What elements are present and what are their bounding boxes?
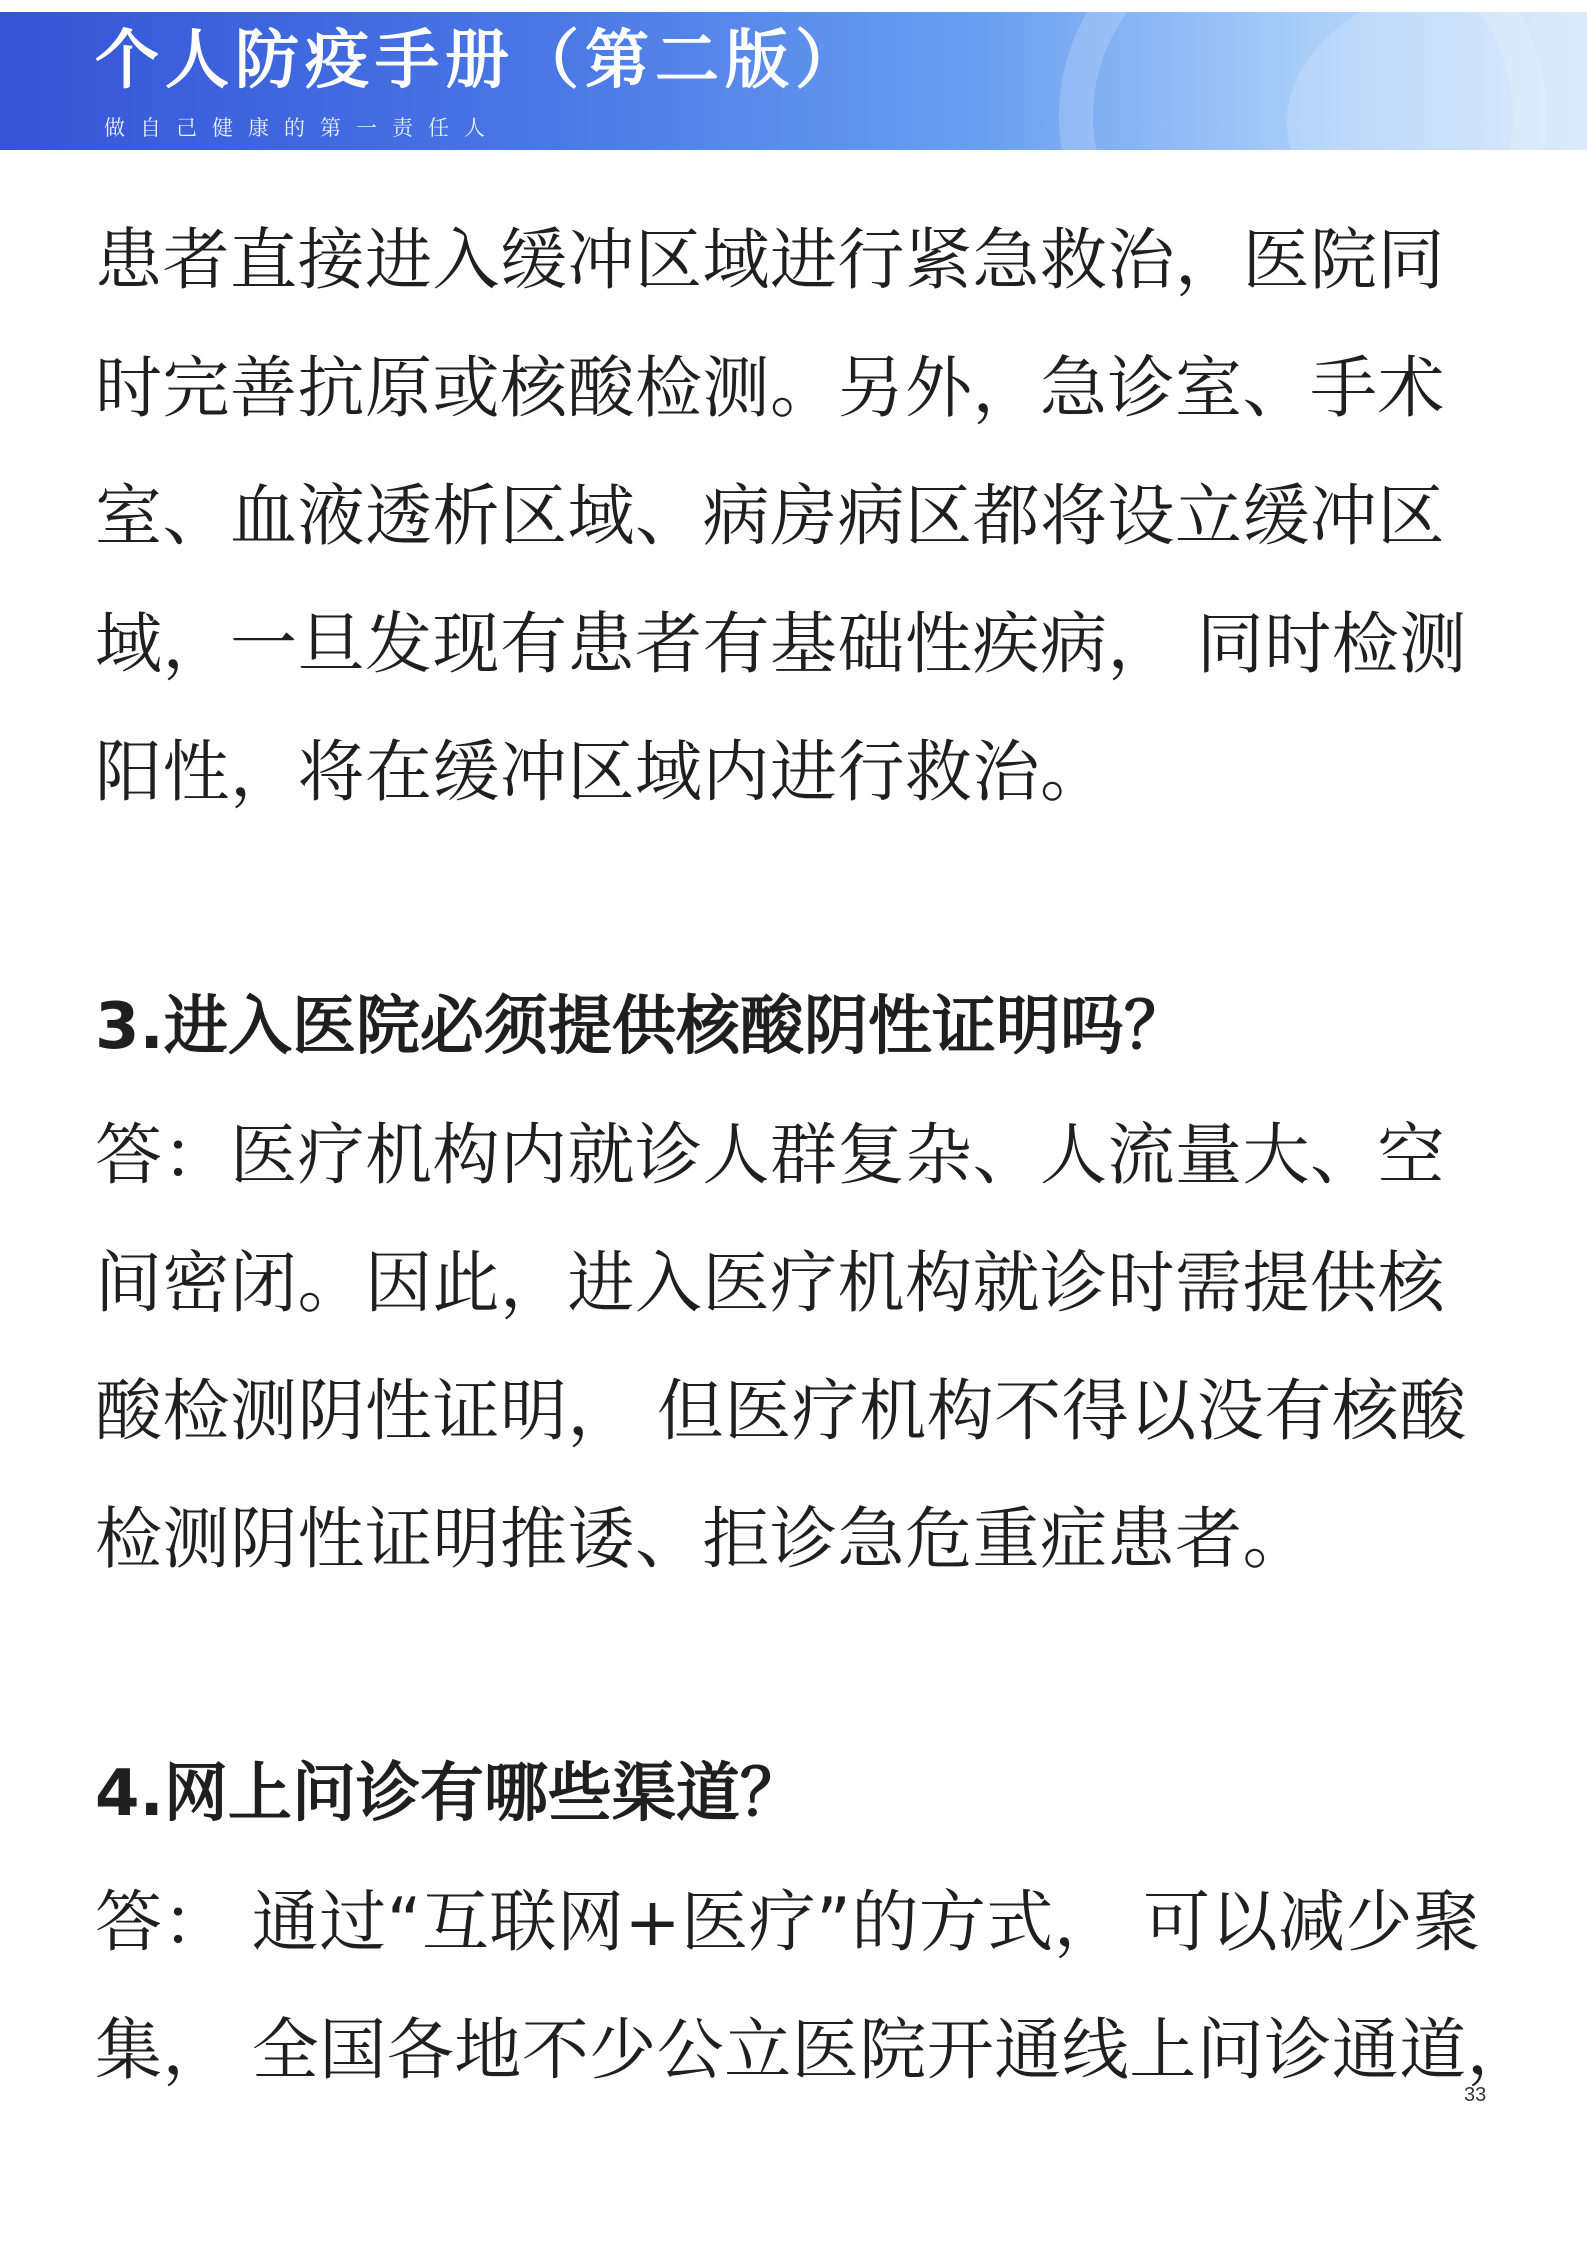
handbook-subtitle: 做自己健康的第一责任人 (104, 116, 500, 140)
answer-line: 答：医疗机构内就诊人群复杂、人流量大、空 (95, 1116, 1445, 1194)
answer-line: 集， 全国各地不少公立医院开通线上问诊通道， (95, 2011, 1535, 2089)
banner-wave-decoration (1287, 12, 1587, 150)
answer-line: 检测阴性证明推诿、拒诊急危重症患者。 (95, 1500, 1310, 1578)
page-number: 33 (1464, 2084, 1487, 2106)
question-3-heading: 3.进入医院必须提供核酸阴性证明吗？ (95, 990, 1188, 1064)
text-line: 阳性，将在缓冲区域内进行救治。 (95, 733, 1108, 811)
header-banner (0, 12, 1587, 150)
text-line: 患者直接进入缓冲区域进行紧急救治，医院同 (95, 221, 1445, 299)
answer-line: 答： 通过“互联网+医疗”的方式， 可以减少聚 (95, 1883, 1481, 1961)
text-line: 室、血液透析区域、病房病区都将设立缓冲区 (95, 477, 1445, 555)
text-line: 域，一旦发现有患者有基础性疾病， 同时检测 (95, 605, 1467, 683)
question-3-section (95, 963, 1515, 1603)
page-content (95, 196, 1535, 2114)
question-4-heading: 4.网上问诊有哪些渠道？ (95, 1757, 804, 1831)
handbook-title: 个人防疫手册（第二版） (95, 24, 865, 98)
text-line: 时完善抗原或核酸检测。另外，急诊室、手术 (95, 349, 1445, 427)
question-4-section (95, 1730, 1535, 2114)
answer-line: 酸检测阴性证明， 但医疗机构不得以没有核酸 (95, 1372, 1467, 1450)
paragraph-top (95, 196, 1515, 836)
answer-line: 间密闭。因此，进入医疗机构就诊时需提供核 (95, 1244, 1445, 1322)
